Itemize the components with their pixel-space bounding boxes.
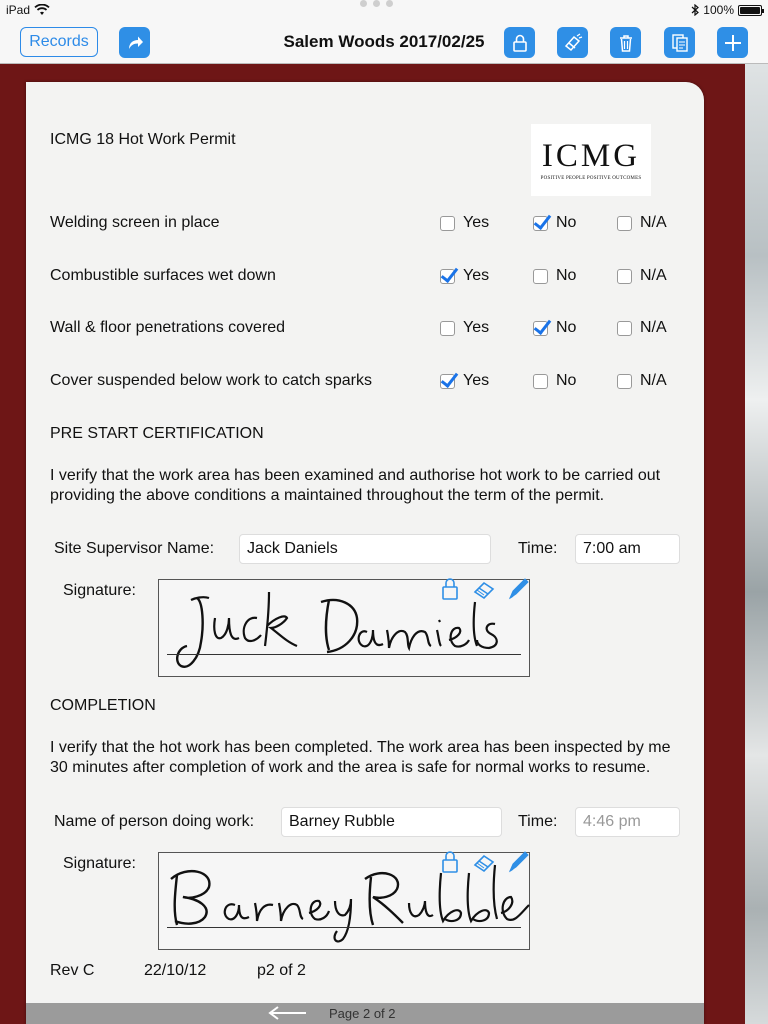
delete-button[interactable]: [610, 27, 641, 58]
pager-bar: [26, 1003, 704, 1024]
option-label: No: [556, 372, 577, 389]
option-label: Yes: [463, 319, 490, 336]
copy-button[interactable]: [664, 27, 695, 58]
option-label: No: [556, 214, 577, 231]
checkbox[interactable]: [617, 321, 632, 336]
pre-start-statement: I verify that the work area has been examined and authorise hot work to be carried out providing the above conditions a maintained throughout the term of the permit.: [50, 467, 661, 504]
checkbox[interactable]: [533, 269, 548, 284]
question-label: Cover suspended below work to catch sparks: [50, 372, 372, 389]
records-button[interactable]: Records: [20, 27, 98, 57]
option-no-q4[interactable]: [533, 372, 576, 390]
supervisor-signature-label: Signature:: [63, 582, 136, 599]
permit-form: [26, 82, 704, 1024]
supervisor-name-field[interactable]: Jack Daniels: [239, 534, 491, 564]
supervisor-time-field[interactable]: 7:00 am: [575, 534, 680, 564]
add-button[interactable]: [717, 27, 748, 58]
worker-name-label: Name of person doing work:: [54, 813, 255, 830]
form-title: ICMG 18 Hot Work Permit: [50, 131, 236, 148]
option-na-q2[interactable]: [617, 267, 667, 285]
trash-icon: [616, 33, 636, 53]
option-yes-q1[interactable]: [440, 214, 489, 232]
status-bar: [0, 0, 768, 20]
checkbox[interactable]: [617, 374, 632, 389]
pager-label: Page 2 of 2: [329, 1006, 396, 1021]
icmg-logo: [531, 124, 651, 196]
pre-start-heading: PRE START CERTIFICATION: [50, 425, 264, 442]
option-na-q1[interactable]: [617, 214, 667, 232]
worker-time-field[interactable]: 4:46 pm: [575, 807, 680, 837]
share-button[interactable]: [119, 27, 150, 58]
worker-name-field[interactable]: Barney Rubble: [281, 807, 502, 837]
page-number: p2 of 2: [257, 962, 306, 979]
bluetooth-icon: [691, 4, 699, 16]
share-icon: [125, 33, 145, 53]
supervisor-time-label: Time:: [518, 540, 558, 557]
lock-button[interactable]: [504, 27, 535, 58]
eraser-icon: [563, 33, 583, 53]
checkbox[interactable]: [440, 216, 455, 231]
logo-tagline: POSITIVE PEOPLE POSITIVE OUTCOMES: [540, 176, 642, 181]
option-label: Yes: [463, 214, 490, 231]
signature-line: [167, 927, 521, 928]
option-label: N/A: [640, 372, 667, 389]
option-label: Yes: [463, 372, 490, 389]
revision-label: Rev C: [50, 962, 95, 979]
copy-icon: [670, 33, 690, 53]
completion-heading: COMPLETION: [50, 697, 156, 714]
revision-date: 22/10/12: [144, 962, 207, 979]
signature-pen-icon[interactable]: [505, 576, 531, 602]
option-no-q2[interactable]: [533, 267, 576, 285]
supervisor-name-label: Site Supervisor Name:: [54, 540, 215, 557]
previous-page-arrow-icon[interactable]: [266, 1005, 308, 1021]
checkbox[interactable]: [617, 269, 632, 284]
add-icon: [723, 33, 743, 53]
eraser-button[interactable]: [557, 27, 588, 58]
question-label: Wall & floor penetrations covered: [50, 319, 286, 336]
background-image: [745, 64, 768, 1024]
logo-text: ICMG: [541, 138, 641, 174]
question-label: Combustible surfaces wet down: [50, 267, 276, 284]
question-label: Welding screen in place: [50, 214, 220, 231]
nav-bar: [0, 20, 768, 64]
checkbox[interactable]: [533, 374, 548, 389]
option-no-q1[interactable]: [533, 214, 576, 232]
signature-lock-icon[interactable]: [437, 849, 463, 875]
option-label: No: [556, 319, 577, 336]
checkbox[interactable]: [440, 321, 455, 336]
option-label: No: [556, 267, 577, 284]
worker-signature-label: Signature:: [63, 855, 136, 872]
page-title: Salem Woods 2017/02/25: [283, 32, 485, 51]
signature-pen-icon[interactable]: [505, 849, 531, 875]
option-na-q3[interactable]: [617, 319, 667, 337]
worker-signature-pad[interactable]: [158, 852, 530, 950]
checkbox-checked[interactable]: [440, 269, 455, 284]
checkbox[interactable]: [617, 216, 632, 231]
supervisor-signature-pad[interactable]: [158, 579, 530, 677]
option-label: N/A: [640, 214, 667, 231]
option-no-q3[interactable]: [533, 319, 576, 337]
lock-icon: [510, 33, 530, 53]
checkbox-checked[interactable]: [533, 321, 548, 336]
option-label: N/A: [640, 267, 667, 284]
device-label: iPad: [6, 3, 31, 17]
option-na-q4[interactable]: [617, 372, 667, 390]
worker-time-label: Time:: [518, 813, 558, 830]
completion-statement: I verify that the hot work has been completed. The work area has been inspected by me 30 minutes after completion of work and the area is safe for normal works to resume.: [50, 739, 671, 776]
option-yes-q2[interactable]: [440, 267, 489, 285]
wifi-icon: [34, 4, 50, 16]
signature-eraser-icon[interactable]: [471, 576, 497, 602]
signature-line: [167, 654, 521, 655]
option-label: Yes: [463, 267, 490, 284]
battery-percent: 100%: [703, 3, 734, 17]
signature-eraser-icon[interactable]: [471, 849, 497, 875]
checkbox-checked[interactable]: [533, 216, 548, 231]
page-dots: [360, 0, 393, 7]
checkbox-checked[interactable]: [440, 374, 455, 389]
battery-icon: [738, 5, 762, 16]
option-yes-q3[interactable]: [440, 319, 489, 337]
option-yes-q4[interactable]: [440, 372, 489, 390]
signature-lock-icon[interactable]: [437, 576, 463, 602]
option-label: N/A: [640, 319, 667, 336]
